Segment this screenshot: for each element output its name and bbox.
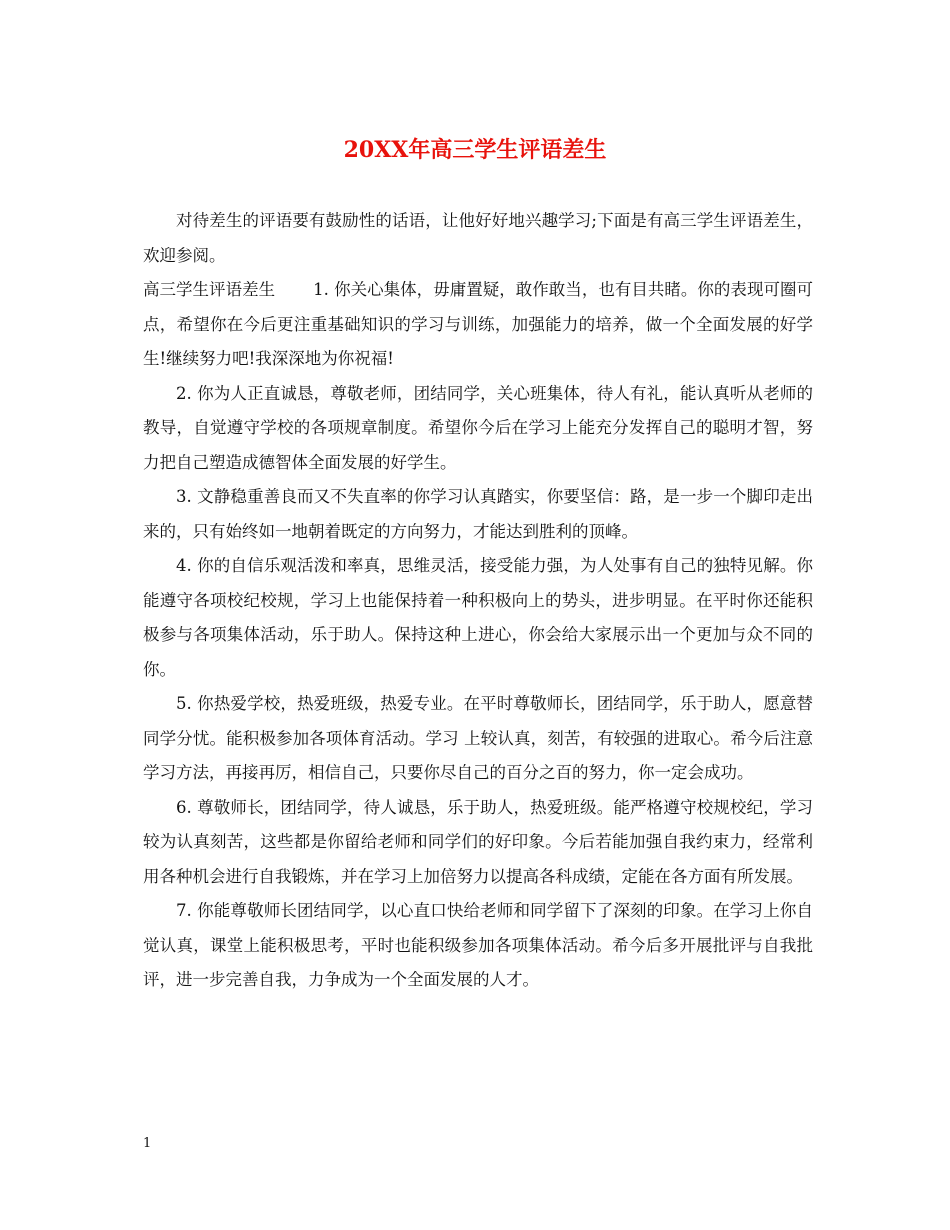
paragraph-item-6: 6. 尊敬师长，团结同学，待人诚恳，乐于助人，热爱班级。能严格遵守校规校纪，学习较为认真刻苦，这些都是你留给老师和同学们的好印象。今后若能加强自我约束力，经常利用各种机会进行自我锻炼，并在学习上加倍努力以提高各科成绩，定能在各方面有所发展。 (143, 797, 813, 886)
section-label: 高三学生评语差生 (143, 280, 276, 299)
paragraph-item-5: 5. 你热爱学校，热爱班级，热爱专业。在平时尊敬师长，团结同学，乐于助人，愿意替同学分忧。能积极参加各项体育活动。学习 上较认真，刻苦，有较强的进取心。希今后注意学习方法，再接再厉，相信自己，只要你尽自己的百分之百的努力，你一定会成功。 (143, 694, 813, 782)
paragraph-item-4: 4. 你的自信乐观活泼和率真，思维灵活，接受能力强，为人处事有自己的独特见解。你能遵守各项校纪校规，学习上也能保持着一种积极向上的势头，进步明显。在平时你还能积极参与各项集体活动，乐于助人。保持这种上进心，你会给大家展示出一个更加与众不同的你。 (143, 556, 813, 679)
document-body (143, 204, 813, 998)
paragraph-item-3: 3. 文静稳重善良而又不失直率的你学习认真踏实，你要坚信：路，是一步一个脚印走出来的，只有始终如一地朝着既定的方向努力，才能达到胜利的顶峰。 (143, 487, 813, 541)
paragraph-item-1 (143, 273, 813, 377)
paragraph-item-2: 2. 你为人正直诚恳，尊敬老师，团结同学，关心班集体，待人有礼，能认真听从老师的教导，自觉遵守学校的各项规章制度。希望你今后在学习上能充分发挥自己的聪明才智，努力把自己塑造成德智体全面发展的好学生。 (143, 383, 813, 472)
intro-paragraph: 对待差生的评语要有鼓励性的话语，让他好好地兴趣学习;下面是有高三学生评语差生，欢迎参阅。 (143, 211, 813, 265)
item-text-1: 1. 你关心集体，毋庸置疑，敢作敢当，也有目共睹。你的表现可圈可点，希望你在今后更注重基础知识的学习与训练，加强能力的培养，做一个全面发展的好学生!继续努力吧!我深深地为你祝福! (143, 280, 813, 368)
document-title: 20XX年高三学生评语差生 (343, 137, 607, 163)
page-number: 1 (143, 1136, 152, 1151)
paragraph-item-7: 7. 你能尊敬师长团结同学，以心直口快给老师和同学留下了深刻的印象。在学习上你自觉认真，课堂上能积极思考，平时也能积级参加各项集体活动。希今后多开展批评与自我批评，进一步完善自我，力争成为一个全面发展的人才。 (143, 901, 813, 989)
